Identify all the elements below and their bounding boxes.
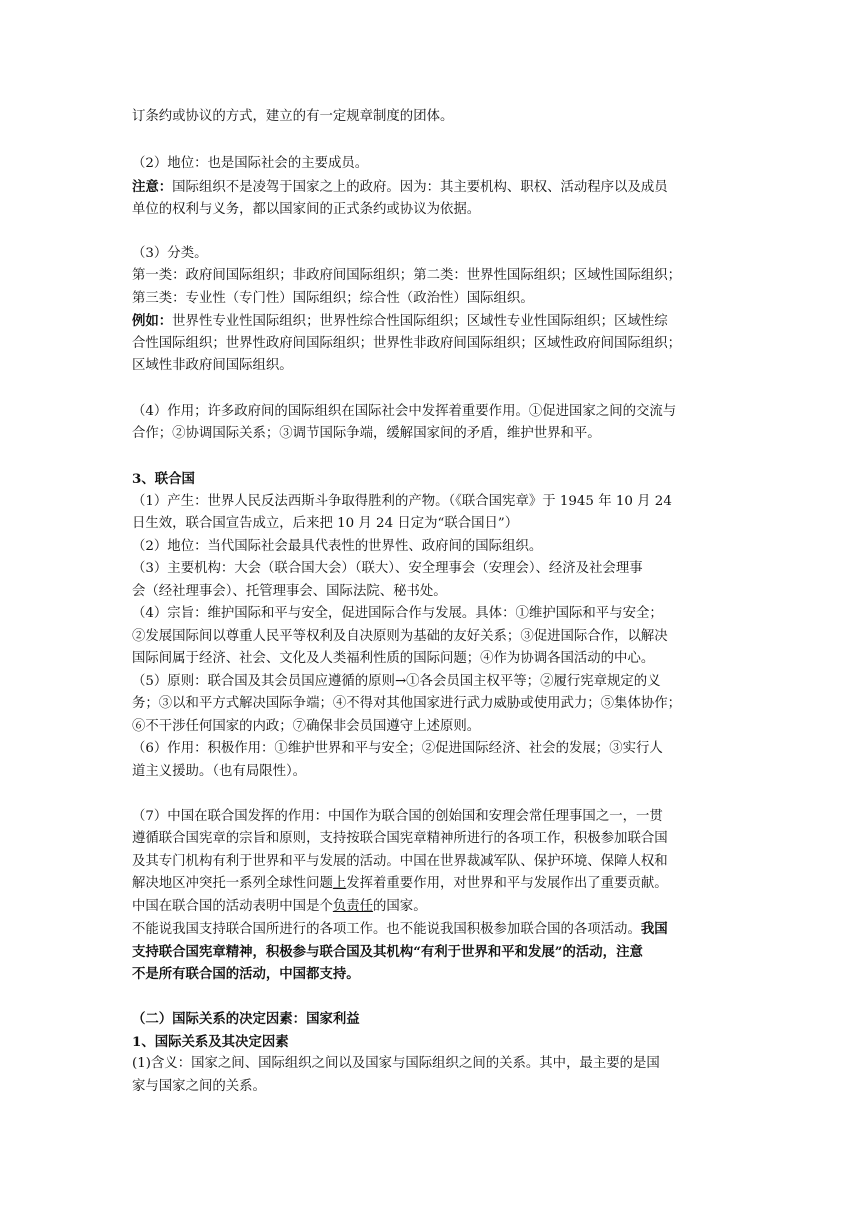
note-line (132, 177, 668, 198)
text-line (132, 672, 661, 692)
text-line (132, 492, 672, 512)
text-line (132, 424, 601, 444)
heading: （二）国际关系的决定因素：国家利益 (132, 1011, 360, 1027)
text: （6）作用：积极作用：①维护世界和平与安全；②促进国际经济、社会的发展；③实行人 (132, 741, 663, 756)
example-label: 例如： (132, 313, 173, 329)
section-position (132, 154, 368, 174)
example-line (132, 311, 668, 332)
text: 第三类：专业性（专门性）国际组织；综合性（政治性）国际组织。 (132, 291, 534, 306)
underlined-text: 上 (332, 876, 347, 891)
bold-text: 我国 (640, 921, 668, 937)
text: 第一类：政府间国际组织；非政府间国际组织；第二类：世界性国际组织；区域性国际组织； (132, 268, 682, 283)
text-line (132, 200, 480, 220)
text: 不能说我国支持联合国所进行的各项工作。也不能说我国积极参加联合国的各项活动。 (132, 922, 641, 937)
text: 道主义援助。（也有局限性）。 (132, 764, 307, 779)
text-line (132, 582, 447, 602)
heading: 3、联合国 (132, 471, 195, 487)
text: （4）作用；许多政府间的国际组织在国际社会中发挥着重要作用。①促进国家之间的交流与 (132, 404, 677, 419)
text: 订条约或协议的方式，建立的有一定规章制度的团体。 (132, 109, 454, 124)
text: ②发展国际间以尊重人民平等权利及自决原则为基础的友好关系；③促进国际合作，以解决 (132, 629, 668, 644)
text-line (132, 107, 453, 127)
text-line (132, 266, 681, 286)
text-line (132, 1054, 660, 1074)
text: 日生效，联合国宣告成立，后来把 10 月 24 日定为“联合国日”） (132, 516, 519, 531)
text-line (132, 627, 668, 647)
heading-decisive-factor (132, 1009, 360, 1029)
text-line (132, 537, 542, 557)
text: (1)含义：国家之间、国际组织之间以及国家与国际组织之间的关系。其中，最主要的是国 (132, 1056, 660, 1071)
text: （1）产生：世界人民反法西斯斗争取得胜利的产物。（《联合国宪章》于 1945 年 10 月 24 (132, 494, 672, 509)
section-classification (132, 244, 207, 264)
heading-united-nations (132, 469, 195, 489)
text: 世界性专业性国际组织；世界性综合性国际组织；区域性专业性国际组织；区域性综 (172, 314, 668, 329)
text-line (132, 897, 427, 917)
text: 发挥着重要作用，对世界和平与发展作出了重要贡献。 (346, 876, 668, 891)
text: 务；③以和平方式解决国际争端；④不得对其他国家进行武力威胁或使用武力；⑤集体协作； (132, 696, 682, 711)
text: （2）地位：也是国际社会的主要成员。 (132, 156, 369, 171)
text: 国际间属于经济、社会、文化及人类福利性质的国际问题；④作为协调各国活动的中心。 (132, 651, 655, 666)
text-line (132, 289, 534, 309)
text: 的国家。 (373, 899, 427, 914)
text: 解决地区冲突托一系列全球性问题 (132, 876, 333, 891)
text: 及其专门机构有利于世界和平与发展的活动。中国在世界裁减军队、保护环境、保障人权和 (132, 854, 668, 869)
note-label: 注意： (132, 179, 173, 195)
text: 遵循联合国宪章的宗旨和原则，支持按联合国宪章精神所进行的各项工作，积极参加联合国 (132, 831, 668, 846)
text-line (132, 514, 518, 534)
bold-line (132, 942, 643, 962)
text: 区域性非政府间国际组织。 (132, 358, 293, 373)
text-line (132, 604, 663, 624)
text-line (132, 649, 654, 669)
text: 单位的权利与义务，都以国家间的正式条约或协议为依据。 (132, 202, 481, 217)
text: ⑥不干涉任何国家的内政；⑦确保非会员国遵守上述原则。 (132, 719, 481, 734)
text: （4）宗旨：维护国际和平与安全，促进国际合作与发展。具体：①维护国际和平与安全； (132, 606, 663, 621)
text-line (132, 717, 480, 737)
text: （2）地位：当代国际社会最具代表性的世界性、政府间的国际组织。 (132, 539, 543, 554)
text: （5）原则：联合国及其会员国应遵循的原则→①各会员国主权平等；②履行宪章规定的义 (132, 674, 661, 689)
text-line (132, 559, 643, 579)
bold-text: 支持联合国宪章精神，积极参与联合国及其机构“有利于世界和平和发展”的活动，注意 (132, 944, 643, 960)
text-line (132, 334, 681, 354)
underlined-text: 负责任 (332, 899, 374, 914)
text: 合作；②协调国际关系；③调节国际争端，缓解国家间的矛盾，维护世界和平。 (132, 426, 601, 441)
text: （3）主要机构：大会（联合国大会）（联大）、安全理事会（安理会）、经济及社会理事 (132, 561, 643, 576)
text-line (132, 356, 293, 376)
heading-relations (132, 1032, 289, 1052)
text-line (132, 852, 668, 872)
text: 合性国际组织；世界性政府间国际组织；世界性非政府间国际组织；区域性政府间国际组织； (132, 336, 682, 351)
text: 家与国家之间的关系。 (132, 1079, 266, 1094)
text-line (132, 874, 668, 894)
text-line (132, 762, 306, 782)
text-line (132, 919, 668, 940)
bold-line (132, 964, 360, 984)
heading: 1、国际关系及其决定因素 (132, 1034, 289, 1050)
text-line (132, 1077, 266, 1097)
text: 会（经社理事会）、托管理事会、国际法院、秘书处。 (132, 584, 447, 599)
text-line (132, 829, 668, 849)
text: 国际组织不是凌驾于国家之上的政府。因为：其主要机构、职权、活动程序以及成员 (172, 180, 668, 195)
text: 中国在联合国的活动表明中国是个 (132, 899, 333, 914)
bold-text: 不是所有联合国的活动，中国都支持。 (132, 966, 360, 982)
section-function (132, 402, 676, 422)
text: （3）分类。 (132, 246, 208, 261)
text: （7）中国在联合国发挥的作用：中国作为联合国的创始国和安理会常任理事国之一，一贯 (132, 809, 663, 824)
section-china-role (132, 807, 663, 827)
text-line (132, 739, 663, 759)
text-line (132, 694, 681, 714)
